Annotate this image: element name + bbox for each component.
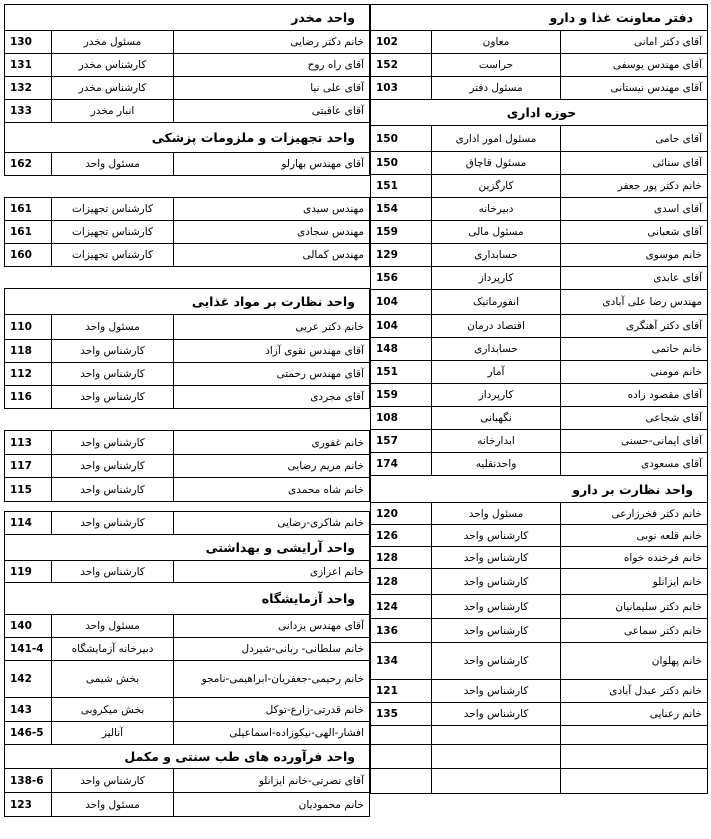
table-row	[371, 338, 708, 361]
extension-number: 148	[371, 338, 432, 361]
extension-number	[371, 769, 432, 794]
contact-name: آقای شجاعی	[561, 407, 708, 430]
section-header-row	[5, 5, 370, 31]
table-row	[371, 525, 708, 547]
table-row	[371, 745, 708, 769]
extension-number: 156	[371, 267, 432, 290]
contact-role: کارگزین	[432, 175, 561, 198]
contact-name: خانم دکتر سلیمانیان	[561, 595, 708, 619]
contact-role: مسئول مالی	[432, 221, 561, 244]
table-row	[371, 595, 708, 619]
extension-number	[371, 745, 432, 769]
extension-number: 146-5	[5, 722, 52, 745]
contact-role: ابدارخانه	[432, 430, 561, 453]
spacer-cell	[5, 176, 370, 198]
table-row	[371, 619, 708, 643]
spacer-row	[5, 502, 370, 512]
table-row	[5, 198, 370, 221]
contact-role: مسئول واحد	[52, 153, 174, 176]
contact-name: خانم دکتر فخرزارعی	[561, 503, 708, 525]
contact-name: آقای مهندس رحمتی	[174, 363, 370, 386]
table-row	[371, 315, 708, 338]
contact-name: آقای عابدی	[561, 267, 708, 290]
contact-name: خانم قلعه نوبی	[561, 525, 708, 547]
extension-number: 134	[371, 643, 432, 680]
contact-role: آنالیز	[52, 722, 174, 745]
contact-name: آقای اسدی	[561, 198, 708, 221]
contact-role: مسئول واحد	[52, 793, 174, 817]
contact-role: کارشناس واحد	[432, 643, 561, 680]
spacer-row	[5, 409, 370, 431]
contact-name	[561, 726, 708, 745]
table-row	[371, 703, 708, 726]
spacer-row	[5, 267, 370, 289]
left-table	[4, 4, 370, 817]
extension-number: 123	[5, 793, 52, 817]
extension-number: 116	[5, 386, 52, 409]
contact-name: خانم موسوی	[561, 244, 708, 267]
extension-number: 103	[371, 77, 432, 100]
contact-role: اقتصاد درمان	[432, 315, 561, 338]
extension-number: 120	[371, 503, 432, 525]
table-row	[371, 643, 708, 680]
table-row	[5, 661, 370, 698]
table-row	[5, 315, 370, 340]
extension-number: 121	[371, 680, 432, 703]
extension-number: 160	[5, 244, 52, 267]
contact-name: خانم دکتر سماعی	[561, 619, 708, 643]
section-header-row	[371, 5, 708, 31]
contact-name: آقای سنائی	[561, 152, 708, 175]
contact-name: خانم پهلوان	[561, 643, 708, 680]
contact-role: معاون	[432, 31, 561, 54]
contact-role: بخش میکروبی	[52, 698, 174, 722]
table-row	[5, 153, 370, 176]
contact-role: آمار	[432, 361, 561, 384]
table-row	[371, 54, 708, 77]
contact-name: افشار-الهی-نیکوزاده-اسماعیلی	[174, 722, 370, 745]
extension-number: 126	[371, 525, 432, 547]
contact-name: آقای نصرتی-خانم ایزانلو	[174, 769, 370, 793]
contact-role	[432, 726, 561, 745]
table-row	[371, 361, 708, 384]
table-row	[371, 126, 708, 152]
contact-role: حسابداری	[432, 338, 561, 361]
contact-role: مسئول دفتر	[432, 77, 561, 100]
extension-number: 131	[5, 54, 52, 77]
section-header-row	[5, 123, 370, 153]
right-directory-table	[370, 4, 707, 794]
table-row	[371, 152, 708, 175]
contact-role: بخش شیمی	[52, 661, 174, 698]
extension-number: 159	[371, 384, 432, 407]
contact-role: کارشناس واحد	[432, 595, 561, 619]
contact-name: آقای ایمانی-حسنی	[561, 430, 708, 453]
section-header-row	[5, 289, 370, 315]
extension-number: 174	[371, 453, 432, 476]
contact-name: خانم رعنایی	[561, 703, 708, 726]
contact-name: آقای مهندس نقوی آزاد	[174, 340, 370, 363]
contact-role: کارشناس واحد	[432, 703, 561, 726]
section-header-row	[5, 745, 370, 769]
table-row	[371, 244, 708, 267]
extension-number: 157	[371, 430, 432, 453]
contact-name: آقای علی نیا	[174, 77, 370, 100]
extension-number: 104	[371, 315, 432, 338]
table-row	[5, 455, 370, 478]
table-row	[371, 267, 708, 290]
contact-role: کارشناس واحد	[52, 455, 174, 478]
contact-role: کارشناس واحد	[432, 547, 561, 569]
contact-name: آقای مهندس بهارلو	[174, 153, 370, 176]
contact-name: خانم حاتمی	[561, 338, 708, 361]
table-row	[371, 77, 708, 100]
section-title: واحد آرایشی و بهداشتی	[5, 535, 370, 561]
contact-role: کارشناس واحد	[52, 512, 174, 535]
contact-name: خانم غفوری	[174, 431, 370, 455]
extension-number: 141-4	[5, 638, 52, 661]
contact-role: کارشناس واحد	[432, 680, 561, 703]
extension-number: 115	[5, 478, 52, 502]
table-row	[5, 793, 370, 817]
contact-role	[432, 745, 561, 769]
table-row	[371, 569, 708, 595]
contact-name: مهندس سجادی	[174, 221, 370, 244]
table-row	[5, 340, 370, 363]
table-row	[5, 769, 370, 793]
table-row	[5, 431, 370, 455]
extension-number: 128	[371, 569, 432, 595]
spacer-cell	[5, 502, 370, 512]
extension-number: 140	[5, 615, 52, 638]
extension-number: 132	[5, 77, 52, 100]
contact-role: مسئول قاچاق	[432, 152, 561, 175]
extension-number: 118	[5, 340, 52, 363]
contact-name: خانم شاه محمدی	[174, 478, 370, 502]
table-row	[371, 384, 708, 407]
extension-number: 154	[371, 198, 432, 221]
extension-number: 161	[5, 221, 52, 244]
contact-name: آقای مجردی	[174, 386, 370, 409]
contact-name: آقای حامی	[561, 126, 708, 152]
contact-name: آقای مسعودی	[561, 453, 708, 476]
extension-number: 150	[371, 152, 432, 175]
contact-name: آقای شعبانی	[561, 221, 708, 244]
section-header-row	[371, 476, 708, 503]
extension-number: 143	[5, 698, 52, 722]
contact-name: خانم محمودیان	[174, 793, 370, 817]
contact-name: خانم اعزازی	[174, 561, 370, 583]
contact-role: واحدنقلیه	[432, 453, 561, 476]
contact-role: مسئول مخدر	[52, 31, 174, 54]
contact-role: کارشناس واحد	[432, 569, 561, 595]
table-row	[5, 561, 370, 583]
table-row	[371, 769, 708, 794]
contact-name	[561, 769, 708, 794]
table-row	[5, 77, 370, 100]
section-header-row	[371, 100, 708, 126]
contact-name: مهندس رضا علی آبادی	[561, 290, 708, 315]
spacer-row	[5, 176, 370, 198]
table-row	[371, 221, 708, 244]
section-title: واحد فرآورده های طب سنتی و مکمل	[5, 745, 370, 769]
contact-role: نگهبانی	[432, 407, 561, 430]
contact-role: کارپرداز	[432, 384, 561, 407]
table-row	[371, 453, 708, 476]
contact-name	[561, 745, 708, 769]
spacer-cell	[5, 267, 370, 289]
contact-role: کارشناس واحد	[52, 363, 174, 386]
contact-name: خانم مریم رضایی	[174, 455, 370, 478]
extension-number: 152	[371, 54, 432, 77]
table-row	[5, 244, 370, 267]
table-row	[5, 386, 370, 409]
contact-name: مهندس کمالی	[174, 244, 370, 267]
contact-name: خانم رحیمی-جعفریان-ابراهیمی-نامجو	[174, 661, 370, 698]
table-row	[371, 547, 708, 569]
section-title: واحد مخدر	[5, 5, 370, 31]
table-row	[5, 100, 370, 123]
contact-role: مسئول واحد	[52, 615, 174, 638]
contact-role: دبیرخانه آزمایشگاه	[52, 638, 174, 661]
contact-name: آقای عاقبتی	[174, 100, 370, 123]
contact-role: کارشناس واحد	[432, 525, 561, 547]
contact-name: خانم شاکری-رضایی	[174, 512, 370, 535]
contact-role: دبیرخانه	[432, 198, 561, 221]
extension-number: 102	[371, 31, 432, 54]
extension-number: 128	[371, 547, 432, 569]
contact-role: انبار مخدر	[52, 100, 174, 123]
contact-name: آقای مهندس یوسفی	[561, 54, 708, 77]
extension-number: 151	[371, 361, 432, 384]
table-row	[5, 221, 370, 244]
contact-name: آقای راه روح	[174, 54, 370, 77]
extension-number: 135	[371, 703, 432, 726]
table-row	[371, 198, 708, 221]
extension-number: 108	[371, 407, 432, 430]
contact-name: آقای دکتر امانی	[561, 31, 708, 54]
contact-role: مسئول امور اداری	[432, 126, 561, 152]
extension-number: 130	[5, 31, 52, 54]
table-row	[5, 512, 370, 535]
contact-name: خانم فرخنده خواه	[561, 547, 708, 569]
table-row	[5, 698, 370, 722]
extension-number	[371, 726, 432, 745]
table-row	[371, 31, 708, 54]
table-row	[5, 54, 370, 77]
extension-number: 150	[371, 126, 432, 152]
contact-name: خانم دکتر پور جعفر	[561, 175, 708, 198]
contact-role: کارشناس واحد	[52, 386, 174, 409]
contact-role: مسئول واحد	[52, 315, 174, 340]
contact-name: خانم مومنی	[561, 361, 708, 384]
section-title: واحد تجهیزات و ملزومات پزشکی	[5, 123, 370, 153]
extension-number: 142	[5, 661, 52, 698]
contact-name: خانم سلطانی- ربانی-شیردل	[174, 638, 370, 661]
contact-name: آقای مهندس نیستانی	[561, 77, 708, 100]
contact-role: کارشناس واحد	[432, 619, 561, 643]
extension-number: 117	[5, 455, 52, 478]
table-row	[5, 478, 370, 502]
extension-number: 112	[5, 363, 52, 386]
table-row	[371, 503, 708, 525]
section-title: واحد نظارت بر مواد غذایی	[5, 289, 370, 315]
contact-role: کارشناس واحد	[52, 431, 174, 455]
contact-name: خانم دکتر رضایی	[174, 31, 370, 54]
table-row	[371, 680, 708, 703]
contact-role: انفورماتیک	[432, 290, 561, 315]
extension-number: 114	[5, 512, 52, 535]
extension-number: 113	[5, 431, 52, 455]
section-title: واحد آزمایشگاه	[5, 583, 370, 615]
contact-role	[432, 769, 561, 794]
table-row	[371, 407, 708, 430]
table-row	[371, 726, 708, 745]
contact-name: خانم ایزانلو	[561, 569, 708, 595]
contact-role: کارپرداز	[432, 267, 561, 290]
contact-role: کارشناس مخدر	[52, 54, 174, 77]
extension-number: 129	[371, 244, 432, 267]
contact-name: خانم دکتر عبدل آبادی	[561, 680, 708, 703]
table-row	[371, 290, 708, 315]
extension-number: 151	[371, 175, 432, 198]
contact-role: کارشناس تجهیزات	[52, 221, 174, 244]
spacer-cell	[5, 409, 370, 431]
contact-role: مسئول واحد	[432, 503, 561, 525]
left-directory-table	[4, 4, 369, 817]
contact-role: حسابداری	[432, 244, 561, 267]
extension-number: 104	[371, 290, 432, 315]
section-title: دفتر معاونت غذا و دارو	[371, 5, 708, 31]
contact-name: آقای دکتر آهنگری	[561, 315, 708, 338]
contact-role: کارشناس تجهیزات	[52, 244, 174, 267]
contact-name: خانم دکتر عربی	[174, 315, 370, 340]
extension-number: 138-6	[5, 769, 52, 793]
table-row	[5, 638, 370, 661]
contact-name: آقای مقصود زاده	[561, 384, 708, 407]
table-row	[371, 430, 708, 453]
contact-name: خانم قدرتی-زارع-توکل	[174, 698, 370, 722]
contact-role: کارشناس واحد	[52, 478, 174, 502]
table-row	[5, 722, 370, 745]
table-row	[5, 31, 370, 54]
extension-number: 161	[5, 198, 52, 221]
table-row	[5, 615, 370, 638]
extension-number: 133	[5, 100, 52, 123]
contact-role: کارشناس واحد	[52, 340, 174, 363]
extension-number: 124	[371, 595, 432, 619]
contact-name: مهندس سیدی	[174, 198, 370, 221]
section-header-row	[5, 535, 370, 561]
table-row	[371, 175, 708, 198]
right-table	[370, 4, 708, 794]
extension-number: 110	[5, 315, 52, 340]
section-title: حوزه اداری	[371, 100, 708, 126]
contact-role: کارشناس واحد	[52, 561, 174, 583]
contact-role: کارشناس تجهیزات	[52, 198, 174, 221]
contact-role: کارشناس مخدر	[52, 77, 174, 100]
contact-role: کارشناس واحد	[52, 769, 174, 793]
extension-number: 162	[5, 153, 52, 176]
extension-number: 119	[5, 561, 52, 583]
extension-number: 159	[371, 221, 432, 244]
extension-number: 136	[371, 619, 432, 643]
contact-role: حراست	[432, 54, 561, 77]
section-header-row	[5, 583, 370, 615]
contact-name: آقای مهندس یزدانی	[174, 615, 370, 638]
table-row	[5, 363, 370, 386]
section-title: واحد نظارت بر دارو	[371, 476, 708, 503]
